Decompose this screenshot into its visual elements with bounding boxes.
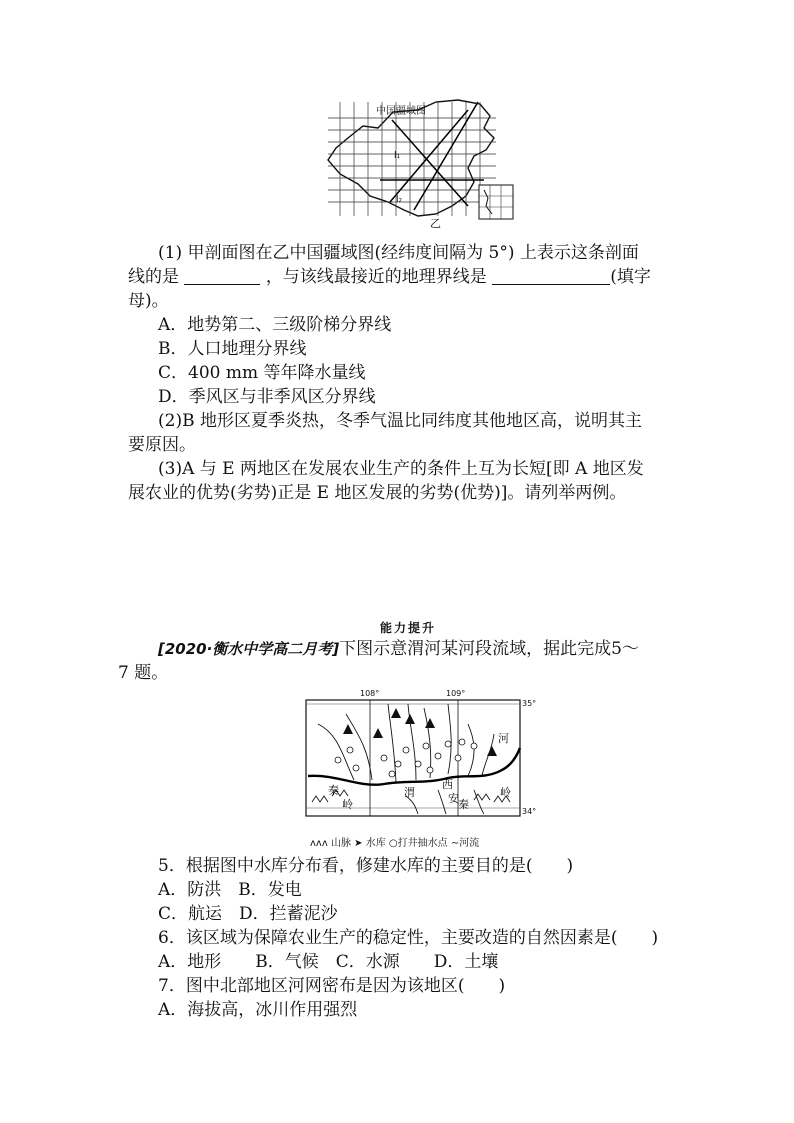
legend-reservoir: 水库 [365, 838, 386, 849]
q1-line2-a: 线的是 [128, 267, 179, 287]
reservoir-legend-icon: ➤ [354, 838, 363, 849]
q1-option-b: B．人口地理分界线 [158, 339, 307, 359]
q1-line3: 母)。 [128, 291, 169, 311]
label-l2: l₂ [396, 195, 403, 205]
label-qin-left: 秦 [328, 784, 339, 797]
intro-line2: 7 题。 [118, 663, 169, 683]
well-legend-icon: ○ [388, 838, 398, 849]
wei-river-map [298, 684, 538, 834]
q1-blank1[interactable] [184, 266, 260, 285]
label-ling-left: 岭 [342, 798, 353, 811]
intro-source: [2020·衡水中学高二月考] [158, 640, 340, 658]
q6-options: A．地形 B．气候 C．水源 D．土壤 [158, 952, 499, 972]
q7-stem: 7．图中北部地区河网密布是因为该地区( ) [158, 976, 506, 996]
label-wei: 渭 [404, 786, 415, 799]
q2-line1: (2)B 地形区夏季炎热，冬季气温比同纬度其他地区高，说明其主 [158, 411, 642, 431]
q1-line2-b: ，与该线最接近的地理界线是 [265, 267, 487, 287]
mountain-legend-icon: ʌʌʌ [310, 838, 328, 849]
q1-blank2[interactable] [492, 266, 610, 285]
q7-option-a: A．海拔高，冰川作用强烈 [158, 1000, 358, 1020]
label-xi: 西 [442, 778, 453, 791]
q6-stem: 6．该区域为保障农业生产的稳定性，主要改造的自然因素是( ) [158, 928, 659, 948]
q1-option-d: D．季风区与非季风区分界线 [158, 387, 376, 407]
q1-option-a: A．地势第二、三级阶梯分界线 [158, 315, 392, 335]
q5-options-2: C．航运 D．拦蓄泥沙 [158, 904, 338, 924]
q5-stem: 5．根据图中水库分布看，修建水库的主要目的是( ) [158, 856, 574, 876]
q3-line1: (3)A 与 E 两地区在发展农业生产的条件上互为长短[即 A 地区发 [158, 459, 644, 479]
q1-line2-c: (填字 [610, 267, 651, 287]
intro-text1: 下图示意渭河某河段流域，据此完成5～ [339, 639, 639, 659]
q3-line2: 展农业的优势(劣势)正是 E 地区发展的劣势(优势)]。请列举两例。 [128, 483, 627, 503]
q1-line1: (1) 甲剖面图在乙中国疆域图(经纬度间隔为 5°) 上表示这条剖面 [158, 243, 639, 263]
q1-option-c: C．400 mm 等年降水量线 [158, 363, 366, 383]
legend-river: 河流 [459, 838, 480, 849]
q2-line2: 要原因。 [128, 435, 196, 455]
label-qin-right: 秦 [458, 798, 469, 811]
label-lon-108: 108° [360, 689, 380, 698]
label-l1: l₁ [394, 151, 401, 161]
legend-mountain: 山脉 [330, 838, 351, 849]
legend-well: 打井抽水点 [397, 838, 448, 849]
label-he: 河 [498, 732, 509, 745]
label-lon-109: 109° [446, 689, 466, 698]
river-legend-icon: ∼ [450, 838, 460, 849]
label-lat-35: 35° [522, 699, 537, 708]
intro-line1 [158, 637, 639, 661]
south-china-sea-inset [478, 184, 516, 222]
q5-options-1: A．防洪 B．发电 [158, 880, 302, 900]
q1-line2 [128, 265, 651, 289]
label-an: 安 [448, 792, 459, 805]
map-legend [310, 834, 479, 849]
label-ling-right: 岭 [500, 786, 511, 799]
map-title: 中国疆域图 [376, 106, 426, 117]
label-lat-34: 34° [522, 807, 537, 816]
section-title: 能力提升 [380, 621, 437, 635]
label-yi: 乙 [430, 217, 441, 228]
